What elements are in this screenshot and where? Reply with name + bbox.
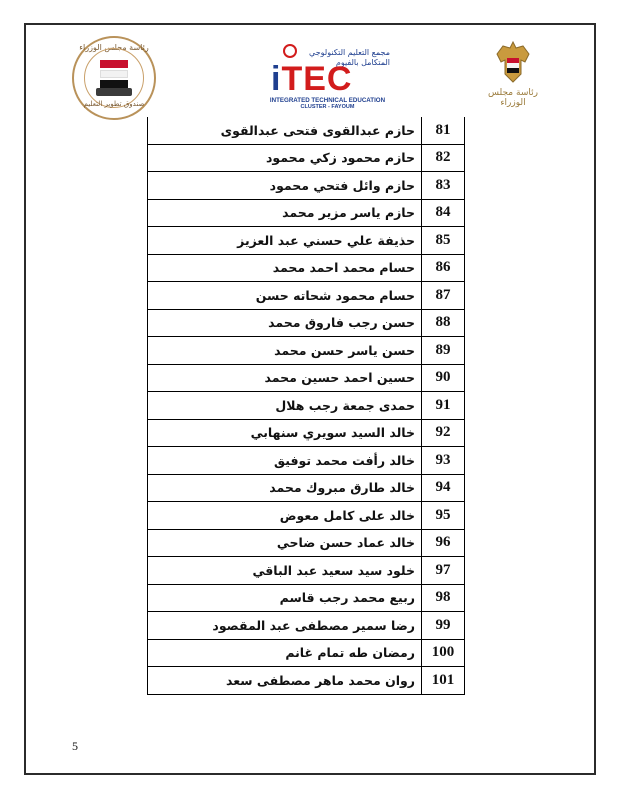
student-name-cell: حمدى جمعة رجب هلال bbox=[148, 392, 422, 420]
row-number-cell: 86 bbox=[422, 254, 465, 282]
row-number-cell: 82 bbox=[422, 144, 465, 172]
student-name-cell: حازم ياسر مزير محمد bbox=[148, 199, 422, 227]
table-row bbox=[148, 419, 465, 447]
seal-bottom-text: صندوق تطوير التعليم bbox=[83, 100, 145, 108]
row-number-cell: 98 bbox=[422, 584, 465, 612]
student-name-cell: خلود سيد سعيد عبد الباقي bbox=[148, 557, 422, 585]
page-number: 5 bbox=[72, 739, 78, 753]
roster-body bbox=[148, 117, 465, 694]
row-number-cell: 100 bbox=[422, 639, 465, 667]
table-row bbox=[148, 282, 465, 310]
student-name-cell: خالد رأفت محمد توفيق bbox=[148, 447, 422, 475]
table-row bbox=[148, 227, 465, 255]
student-name-cell: روان محمد ماهر مصطفى سعد bbox=[148, 667, 422, 695]
table-row bbox=[148, 172, 465, 200]
table-row bbox=[148, 144, 465, 172]
table-row bbox=[148, 199, 465, 227]
row-number-cell: 88 bbox=[422, 309, 465, 337]
itec-arabic-line-2: المتكامل بالفيوم bbox=[335, 58, 390, 67]
row-number-cell: 87 bbox=[422, 282, 465, 310]
row-number-cell: 85 bbox=[422, 227, 465, 255]
table-row bbox=[148, 529, 465, 557]
row-number-cell: 101 bbox=[422, 667, 465, 695]
itec-logo bbox=[265, 42, 390, 108]
open-book-icon bbox=[96, 88, 132, 96]
student-name-cell: خالد عماد حسن ضاحي bbox=[148, 529, 422, 557]
row-number-cell: 81 bbox=[422, 117, 465, 144]
row-number-cell: 90 bbox=[422, 364, 465, 392]
table-row bbox=[148, 474, 465, 502]
student-name-cell: حذيفة علي حسني عبد العزيز bbox=[148, 227, 422, 255]
row-number-cell: 91 bbox=[422, 392, 465, 420]
student-name-cell: حسين احمد حسين محمد bbox=[148, 364, 422, 392]
itec-wordmark bbox=[271, 60, 352, 98]
egypt-eagle-emblem-logo bbox=[478, 38, 548, 108]
table-row bbox=[148, 612, 465, 640]
itec-wordmark-i: i bbox=[271, 60, 282, 98]
itec-tagline-1: INTEGRATED TECHNICAL EDUCATION bbox=[269, 97, 386, 104]
table-row bbox=[148, 392, 465, 420]
student-name-cell: حسام محمود شحاته حسن bbox=[148, 282, 422, 310]
table-row bbox=[148, 667, 465, 695]
student-name-cell: حازم وائل فتحي محمود bbox=[148, 172, 422, 200]
table-row bbox=[148, 584, 465, 612]
eagle-icon bbox=[495, 40, 531, 84]
student-name-cell: ربيع محمد رجب قاسم bbox=[148, 584, 422, 612]
student-name-cell: حازم عبدالقوى فتحى عبدالقوى bbox=[148, 117, 422, 144]
flag-stripes-icon bbox=[100, 60, 128, 90]
student-roster-table bbox=[147, 117, 465, 695]
row-number-cell: 94 bbox=[422, 474, 465, 502]
student-name-cell: خالد طارق مبروك محمد bbox=[148, 474, 422, 502]
student-name-cell: خالد السيد سويري سنهابي bbox=[148, 419, 422, 447]
row-number-cell: 95 bbox=[422, 502, 465, 530]
table-row bbox=[148, 557, 465, 585]
student-name-cell: رمضان طه تمام غانم bbox=[148, 639, 422, 667]
table-row bbox=[148, 639, 465, 667]
row-number-cell: 84 bbox=[422, 199, 465, 227]
student-name-cell: حسن رجب فاروق محمد bbox=[148, 309, 422, 337]
table-row bbox=[148, 254, 465, 282]
row-number-cell: 97 bbox=[422, 557, 465, 585]
seal-top-text: رئاسة مجلس الوزراء bbox=[79, 43, 149, 52]
table-row bbox=[148, 309, 465, 337]
row-number-cell: 89 bbox=[422, 337, 465, 365]
table-row bbox=[148, 337, 465, 365]
row-number-cell: 99 bbox=[422, 612, 465, 640]
emblem-caption: رئاسة مجلس الوزراء bbox=[488, 88, 538, 108]
student-name-cell: رضا سمير مصطفى عبد المقصود bbox=[148, 612, 422, 640]
itec-tagline-2: CLUSTER - FAYOUM bbox=[300, 104, 355, 110]
page-header bbox=[0, 0, 618, 118]
student-name-cell: حسام محمد احمد محمد bbox=[148, 254, 422, 282]
student-name-cell: حسن ياسر حسن محمد bbox=[148, 337, 422, 365]
student-name-cell: حازم محمود زكي محمود bbox=[148, 144, 422, 172]
table-row bbox=[148, 364, 465, 392]
table-row bbox=[148, 447, 465, 475]
row-number-cell: 92 bbox=[422, 419, 465, 447]
row-number-cell: 93 bbox=[422, 447, 465, 475]
student-name-cell: خالد على كامل معوض bbox=[148, 502, 422, 530]
table-row bbox=[148, 117, 465, 144]
itec-wordmark-tec: TEC bbox=[281, 60, 353, 98]
education-fund-seal-logo bbox=[72, 36, 156, 120]
row-number-cell: 83 bbox=[422, 172, 465, 200]
table-row bbox=[148, 502, 465, 530]
row-number-cell: 96 bbox=[422, 529, 465, 557]
itec-arabic-line-1: مجمع التعليم التكنولوجي bbox=[309, 48, 390, 57]
